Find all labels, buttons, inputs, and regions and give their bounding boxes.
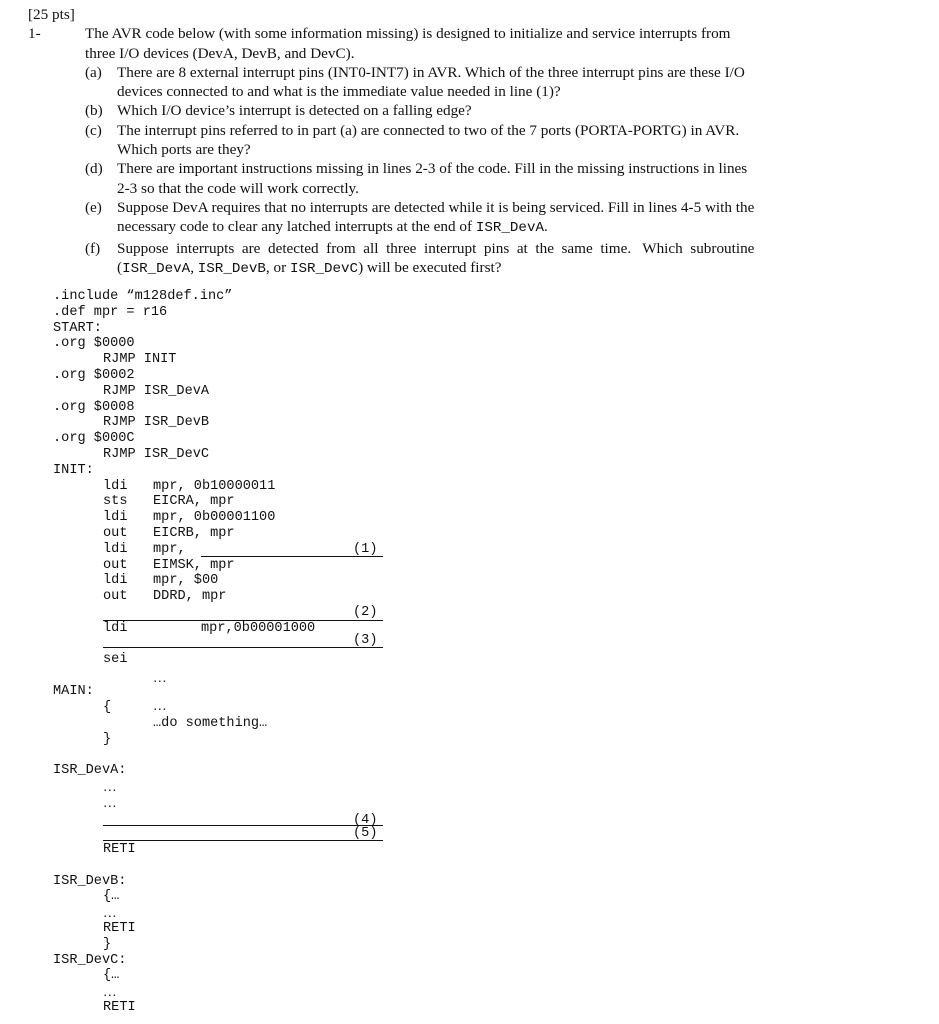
answer-blank-3 [103, 647, 383, 648]
blank-label-2: (2) [353, 604, 378, 620]
part-line: The interrupt pins referred to in part (a) are connected to two of the 7 ports (PORTA-PORTG) in AVR. [117, 121, 740, 139]
brace: } [103, 731, 112, 747]
part-line: 2-3 so that the code will work correctly. [117, 179, 359, 197]
ellipsis: … [103, 778, 117, 794]
code-op: out [103, 589, 128, 605]
question-intro [28, 24, 878, 63]
code-op: ldi [103, 510, 128, 526]
code-line: .org $000C [53, 431, 135, 447]
part-text: , or [265, 258, 290, 276]
ellipsis: … [153, 670, 167, 686]
code-line: .org $0002 [53, 367, 135, 383]
part-d [28, 159, 878, 198]
part-label: (d) [85, 160, 103, 178]
part-line: Which ports are they? [117, 141, 251, 159]
part-line [117, 258, 878, 279]
part-f [28, 239, 878, 280]
part-line: There are 8 external interrupt pins (INT0-INT7) in AVR. Which of the three interrupt pins are these I/O [117, 63, 745, 81]
code-label: ISR_DevA: [53, 763, 127, 779]
code-op: sei [103, 652, 128, 668]
part-b [28, 101, 878, 120]
code-arg: mpr, 0b10000011 [153, 478, 276, 494]
code-listing [53, 289, 433, 1016]
code-arg: EIMSK, mpr [153, 557, 235, 573]
code-label: MAIN: [53, 684, 94, 700]
part-label: (f) [85, 239, 101, 257]
part-text: ( [117, 258, 123, 276]
intro-line-2: three I/O devices (DevA, DevB, and DevC). [85, 44, 355, 62]
part-label: (b) [85, 102, 103, 120]
code-arg: EICRA, mpr [153, 494, 235, 510]
blank-label-1: (1) [353, 541, 378, 557]
blank-label-4: (4) [353, 812, 378, 828]
code-op: RETI [103, 842, 136, 858]
code-op: ldi [103, 541, 128, 557]
ellipsis: … [103, 794, 117, 810]
code-line: .include “m128def.inc” [53, 289, 233, 304]
code-label: ISR_DevC: [53, 952, 127, 968]
inline-code: ISR_DevA [122, 260, 191, 277]
part-line [117, 217, 878, 238]
code-op: RETI [103, 921, 136, 937]
code-line: .def mpr = r16 [53, 304, 168, 320]
part-label: (e) [85, 198, 102, 216]
ellipsis: … [103, 984, 117, 1000]
part-text: , [190, 258, 198, 276]
code-op: ldi [103, 620, 128, 636]
code-arg: mpr, 0b00001100 [153, 510, 276, 526]
part-text: ) will be executed first? [358, 258, 502, 276]
code-arg: DDRD, mpr [153, 589, 227, 605]
code-label: INIT: [53, 462, 94, 478]
ellipsis: … [153, 697, 167, 713]
part-line: Suppose DevA requires that no interrupts are detected while it is being serviced. Fill in lines 4-5 with the [117, 198, 755, 216]
brace: { [103, 699, 112, 715]
part-line: Which I/O device’s interrupt is detected on a falling edge? [117, 102, 472, 120]
code-op: sts [103, 494, 128, 510]
code-arg: EICRB, mpr [153, 525, 235, 541]
question-text [28, 5, 878, 279]
blank-label-5: (5) [353, 826, 378, 842]
intro-line-1: The AVR code below (with some information missing) is designed to initialize and service interrupts from [85, 25, 731, 43]
code-label: ISR_DevB: [53, 873, 127, 889]
code-arg: mpr, $00 [153, 573, 219, 589]
code-line: {… [103, 889, 120, 905]
points-header: [25 pts] [28, 6, 75, 23]
code-line: {… [103, 968, 120, 984]
part-line: There are important instructions missing in lines 2-3 of the code. Fill in the missing instructions in lines [117, 160, 748, 178]
part-c [28, 121, 878, 160]
code-op: out [103, 557, 128, 573]
code-label: START: [53, 320, 102, 336]
blank-label-3: (3) [353, 632, 378, 648]
part-e [28, 198, 878, 239]
part-line: Suppose interrupts are detected from all three interrupt pins at the same time. Which subroutine [117, 239, 755, 257]
part-label: (a) [85, 63, 102, 81]
ellipsis: … [103, 905, 117, 921]
code-line: RJMP ISR_DevB [103, 415, 210, 431]
inline-code: ISR_DevA [475, 220, 544, 237]
code-arg: mpr,0b00001000 [201, 620, 316, 636]
part-label: (c) [85, 121, 102, 139]
code-line: .org $0008 [53, 399, 135, 415]
code-line: RJMP ISR_DevA [103, 383, 210, 399]
code-line: RJMP INIT [103, 352, 177, 368]
inline-code: ISR_DevC [289, 260, 359, 277]
code-line: RJMP ISR_DevC [103, 446, 210, 462]
code-comment: …do something… [153, 715, 268, 731]
part-a [28, 63, 878, 102]
part-text: . [543, 218, 548, 236]
code-line: .org $0000 [53, 336, 135, 352]
part-text: necessary code to clear any latched interrupts at the end of [117, 218, 476, 236]
brace: } [103, 936, 112, 952]
code-op: ldi [103, 478, 128, 494]
code-op: RETI [103, 1000, 136, 1016]
inline-code: ISR_DevB [197, 260, 266, 277]
part-line: devices connected to and what is the immediate value needed in line (1)? [117, 83, 561, 101]
code-op: ldi [103, 573, 128, 589]
code-op: out [103, 525, 128, 541]
code-arg: mpr, [153, 541, 186, 557]
question-number: 1- [28, 25, 41, 43]
